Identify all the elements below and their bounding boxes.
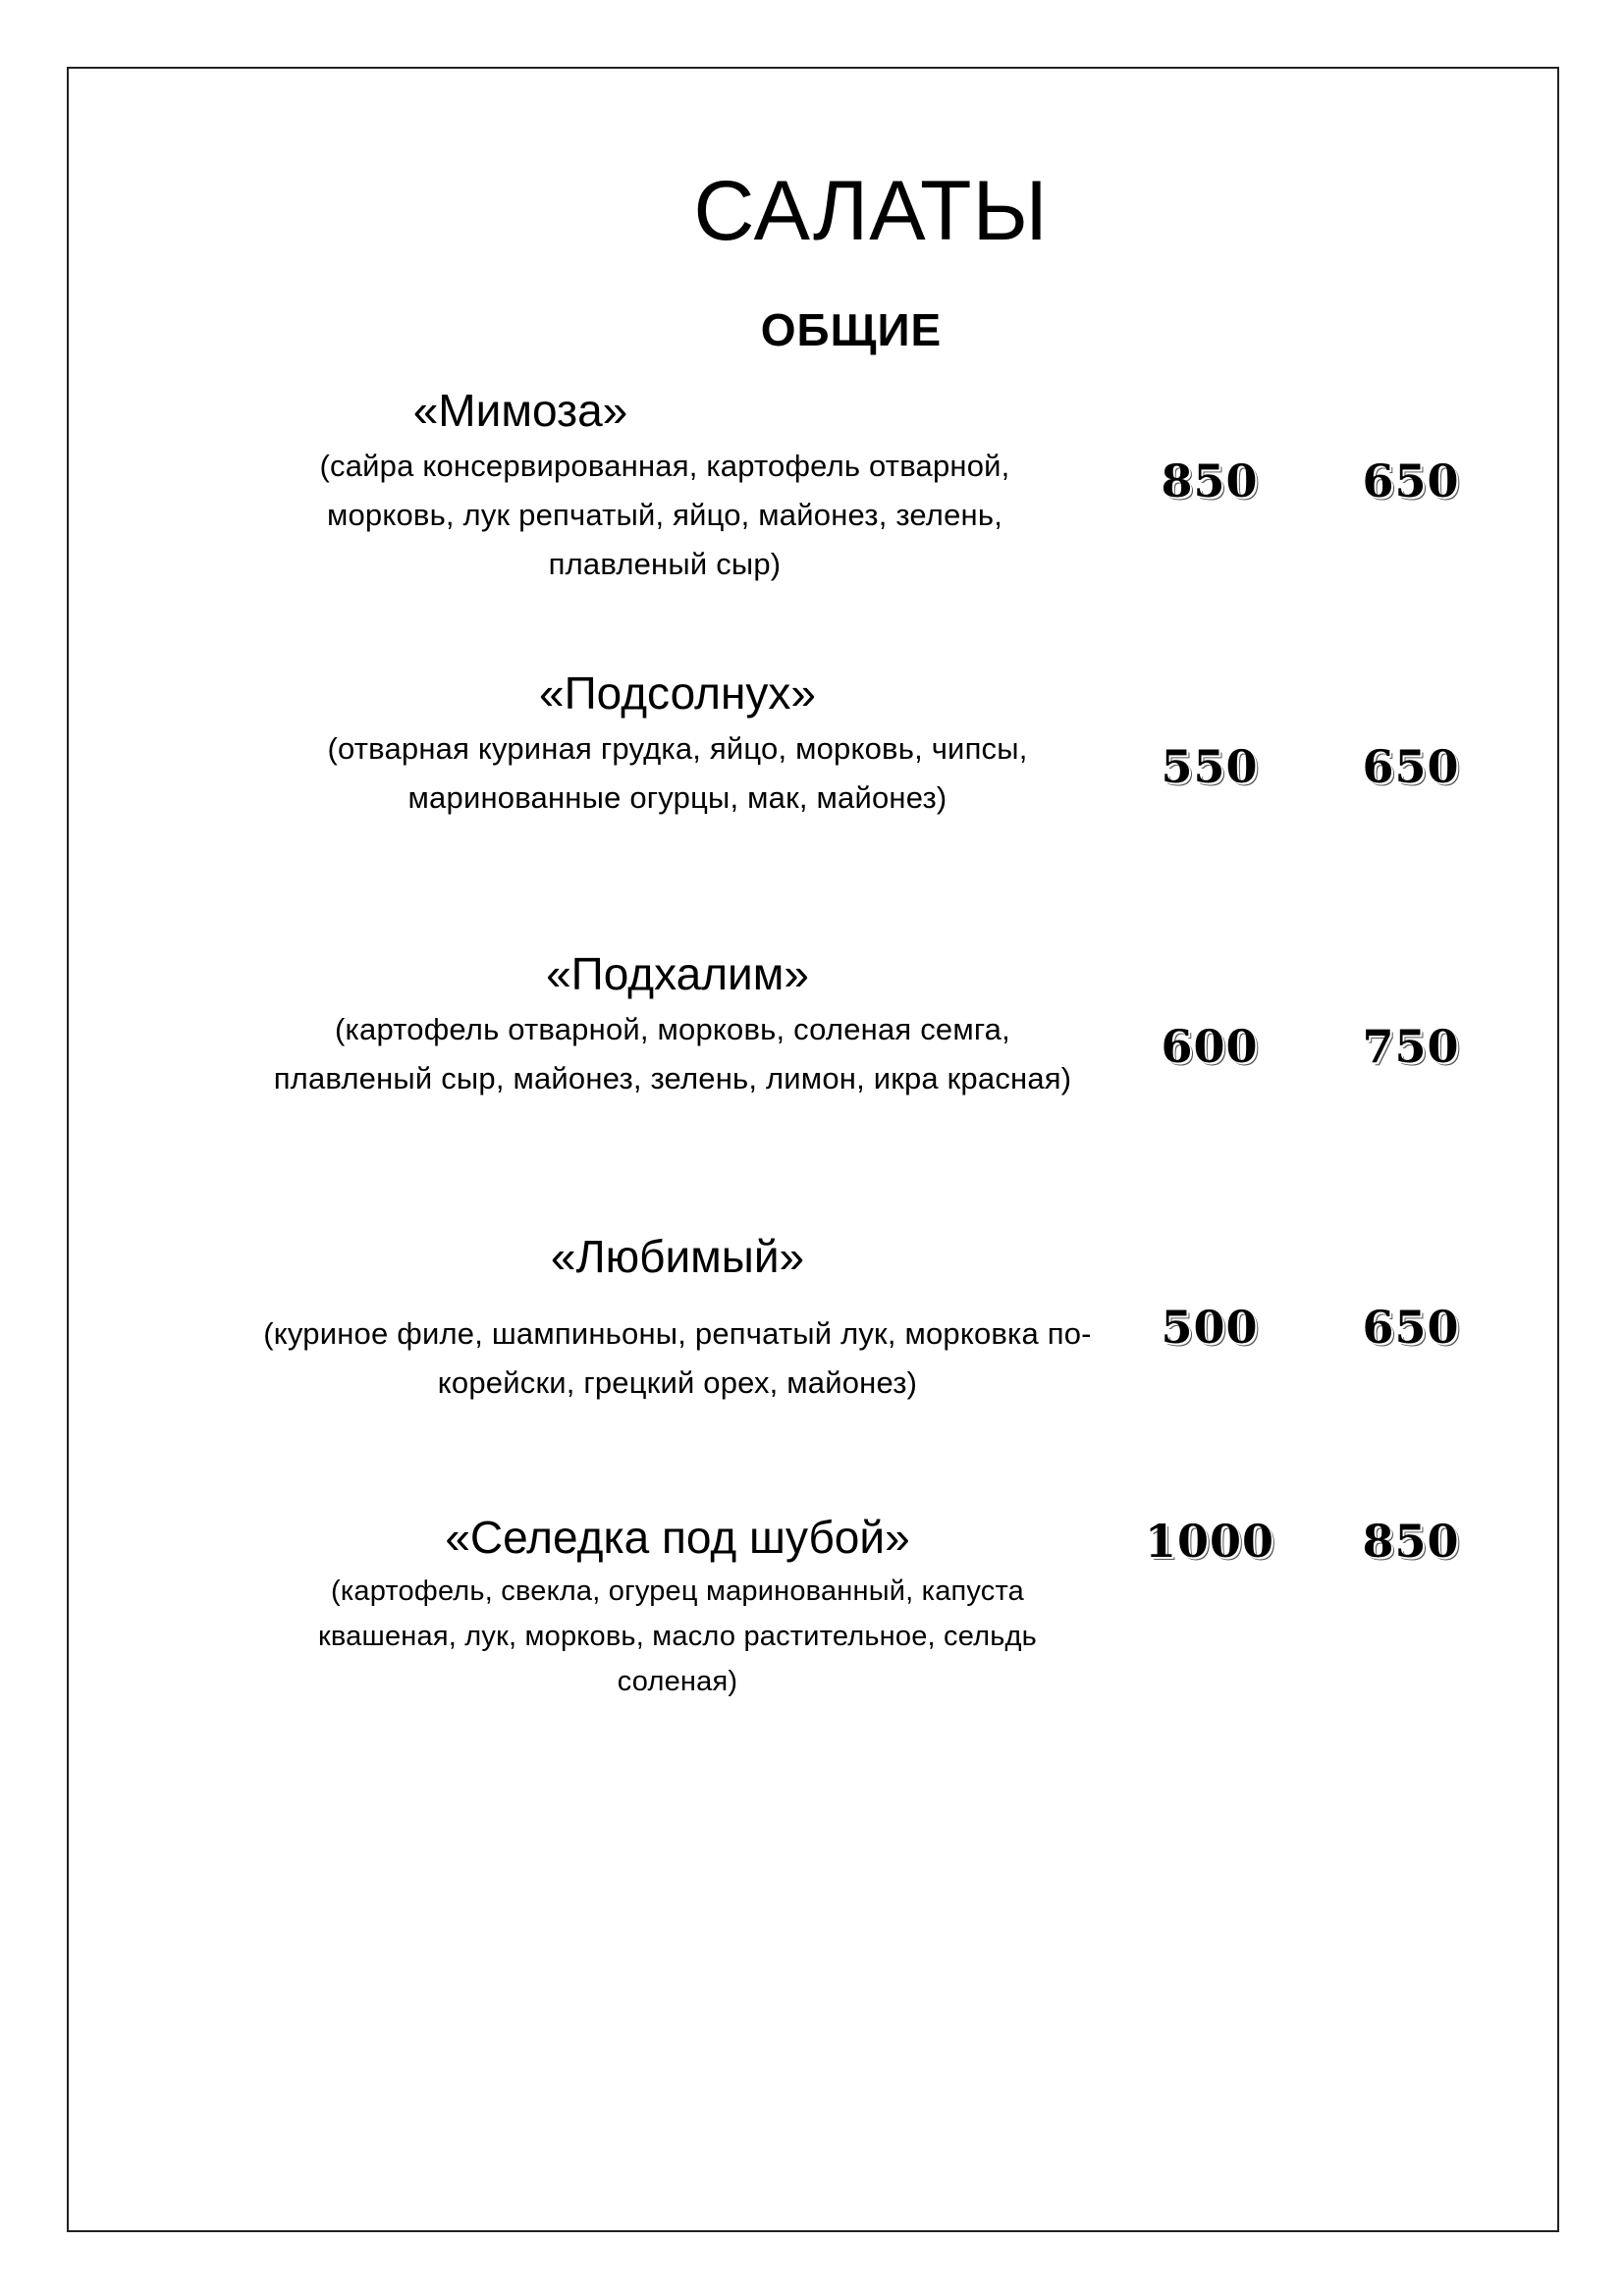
price-regular: 1000	[1144, 1515, 1275, 1568]
item-name: «Мимоза»	[412, 385, 628, 436]
price-regular: 500	[1161, 1301, 1259, 1354]
item-name: «Подхалим»	[546, 948, 809, 999]
item-description: (картофель, свекла, огурец маринованный, капуста квашеная, лук, морковь, масло растительное, сельдь соленая)	[318, 1575, 1037, 1697]
item-name: «Любимый»	[550, 1231, 805, 1282]
price-alt: 650	[1362, 740, 1460, 793]
item-description: (отварная куриная грудка, яйцо, морковь, чипсы, маринованные огурцы, мак, майонез)	[327, 731, 1028, 815]
price-alt: 850	[1362, 1515, 1460, 1568]
price-alt: 650	[1362, 1301, 1460, 1354]
item-name: «Селедка под шубой»	[445, 1512, 910, 1563]
section-subtitle: ОБЩИЕ	[760, 304, 943, 355]
item-description: (куриное филе, шампиньоны, репчатый лук, морковка по-корейски, грецкий орех, майонез)	[263, 1316, 1092, 1400]
price-alt: 750	[1362, 1020, 1460, 1073]
price-regular: 850	[1161, 454, 1259, 507]
item-description: (картофель отварной, морковь, соленая семга, плавленый сыр, майонез, зелень, лимон, икра красная)	[273, 1012, 1072, 1095]
price-alt: 650	[1362, 454, 1460, 507]
price-regular: 550	[1161, 740, 1259, 793]
item-name: «Подсолнух»	[539, 667, 816, 719]
price-regular: 600	[1161, 1020, 1259, 1073]
item-description: (сайра консервированная, картофель отварной, морковь, лук репчатый, яйцо, майонез, зелень, плавленый сыр)	[319, 449, 1010, 581]
page-title: САЛАТЫ	[693, 164, 1049, 258]
